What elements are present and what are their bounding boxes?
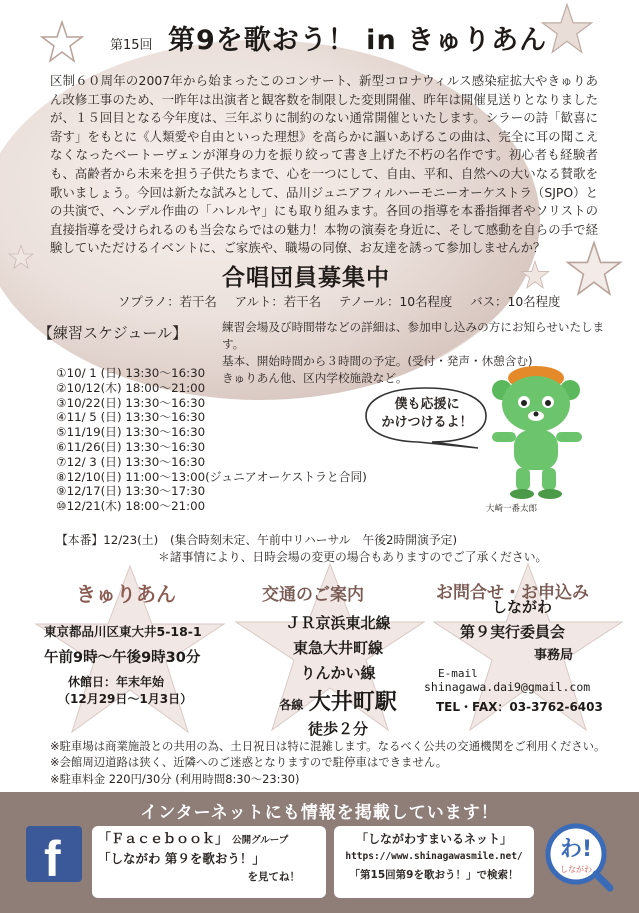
- facebook-info-box: [92, 826, 326, 898]
- footer-title: インターネットにも情報を掲載しています！: [140, 803, 499, 823]
- issue-number: 第15回: [110, 38, 153, 53]
- parking-note: ※会館周辺道路は狭く、近隣へのご迷惑となりますので駐停車はできません。: [50, 755, 448, 770]
- performance-date: 【本番】12/23(土) (集合時刻未定、午前中リハーサル 午後2時開演予定): [56, 533, 458, 547]
- contact-org: 第９実行委員会: [460, 623, 566, 641]
- part-soprano: ソプラノ：若干名: [118, 294, 217, 309]
- schedule-disclaimer: ＊諸事情により、日時会場の変更の場合もありますのでご了承ください。: [158, 550, 548, 564]
- station-prefix: 各線: [279, 698, 304, 712]
- site-url[interactable]: https://www.shinagawasmile.net/: [345, 851, 523, 862]
- shinagawa-smile-logo-icon[interactable]: [542, 820, 614, 892]
- access-line: ＪＲ京浜東北線: [285, 614, 391, 632]
- fb-name: 「Ｆａｃｅｂｏｏｋ」: [98, 832, 229, 847]
- schedule-note: 練習会場及び時間帯などの詳細は、参加申し込みの方にお知らせいたします。: [222, 320, 605, 351]
- voice-parts: [118, 292, 574, 310]
- station-name: 大井町駅: [308, 690, 397, 715]
- bubble-text: [372, 396, 482, 432]
- parking-notes: [50, 738, 605, 787]
- star-decoration-icon: [8, 244, 34, 270]
- venue-info: [44, 622, 234, 707]
- venue-address: 東京都品川区東大井5-18-1: [44, 624, 202, 639]
- access-info: [238, 612, 438, 739]
- access-line: 東急大井町線: [292, 639, 383, 657]
- mascot-image: [476, 360, 604, 500]
- svg-text:わ!: わ!: [559, 837, 593, 862]
- schedule-item: ⑩12/21(木) 18:00～21:00: [56, 499, 206, 514]
- contact-org: 事務局: [534, 648, 574, 663]
- schedule-list: [56, 366, 367, 514]
- schedule-item: ④11/ 5 (日) 13:30～16:30: [56, 410, 206, 425]
- schedule-item: ⑧12/10(日) 11:00～13:00(ジュニアオーケストラと合同): [56, 469, 367, 484]
- site-search: 「第15回第9を歌おう！」で検索！: [349, 869, 519, 881]
- part-bass: バス：10名程度: [470, 294, 561, 309]
- venue-title: きゅりあん: [76, 582, 176, 606]
- access-line: りんかい線: [300, 664, 376, 682]
- bubble-line: 僕も応援に: [394, 397, 460, 412]
- schedule-item: ⑤11/19(日) 13:30～16:30: [56, 425, 206, 440]
- star-decoration-icon: [40, 20, 84, 64]
- schedule-title: 【練習スケジュール】: [38, 324, 188, 342]
- email-label: E-mail: [438, 667, 478, 680]
- access-walk: 徒歩２分: [307, 720, 368, 738]
- part-tenor: テノール：10名程度: [338, 294, 453, 309]
- page-title: 第9を歌おう！ in きゅりあん: [168, 25, 548, 56]
- part-alto: アルト：若干名: [234, 294, 321, 309]
- venue-hours: 午前9時～午後9時30分: [44, 650, 201, 666]
- contact-org: しながわ: [492, 598, 553, 616]
- site-info-box: [334, 826, 534, 898]
- contact-info: [424, 596, 624, 715]
- parking-note: ※駐車料金 220円/30分 (利用時間8:30～23:30): [50, 771, 300, 786]
- schedule-item: ②10/12(木) 18:00～21:00: [56, 380, 206, 395]
- bubble-line: かけつけるよ！: [381, 415, 473, 430]
- parking-note: ※駐車場は商業施設との共用の為、土日祝日は特に混雑します。なるべく公共の交通機関をご利用ください。: [50, 739, 606, 753]
- contact-title: お問合せ・お申込み: [436, 583, 589, 603]
- fb-group-label: 公開グループ: [232, 835, 289, 846]
- access-title: 交通のご案内: [262, 585, 364, 605]
- schedule-note: きゅりあん他、区内学校施設など。: [222, 371, 408, 385]
- star-decoration-icon: [540, 2, 594, 56]
- tel-fax: TEL・FAX：03-3762-6403: [436, 700, 603, 714]
- star-decoration-icon: [520, 260, 550, 290]
- venue-closed-dates: （12月29日～1月3日）: [58, 692, 193, 706]
- access-station-row: [238, 685, 438, 716]
- schedule-item: ⑦12/ 3 (日) 13:30～16:30: [56, 454, 206, 469]
- fb-see: を見てね！: [247, 871, 300, 883]
- fb-group-name[interactable]: 「しながわ 第９を歌おう！」: [98, 851, 265, 866]
- fb-line1-row: [98, 830, 320, 850]
- schedule-item: ⑨12/17(日) 13:30～17:30: [56, 484, 206, 499]
- venue-closed: 休館日：年末年始: [68, 675, 165, 689]
- mascot-caption: 大崎一番太郎: [486, 504, 538, 514]
- schedule-item: ⑥11/26(日) 13:30～16:30: [56, 439, 206, 454]
- schedule-item: ③10/22(日) 13:30～16:30: [56, 395, 206, 410]
- site-name: 「しながわすまいるネット」: [355, 832, 512, 846]
- intro-paragraph: 区制６０周年の2007年から始まったこのコンサート、新型コロナウィルス感染症拡大やきゅりあん改修工事のため、一昨年は出演者と観客数を制限した変則開催、昨年は開催見送りとなりましたが、１５回目となる今年度は、三年ぶりに制約のない通常開催といたします。シラーの詩「歓喜に寄す」をもとに《人類愛や自由といった理想》を高らかに謳いあげるこの曲は、完全に耳の聞こえなくなったベートーヴェンが渾身の力を振り絞って書き上げた不朽の名作です。初心者も経験者も、高齢者から未来を担う子供たちまで、心を一つにして、自由、平和、自然への大いなる賛歌を歌いましょう。今回は新たな試みとして、品川ジュニアフィルハーモニーオーケストラ（SJPO）との共演で、ヘンデル作曲の「ハレルヤ」にも取り組みます。各回の指導を本番指揮者やソリストの直接指導を受けられるのも当会ならではの魅力！本物の演奏を身近に、そして感動を自らの手で経験していただけるイベントに、ご家族や、職場の同僚、お友達を誘って参加しませんか？: [50, 73, 598, 256]
- facebook-icon[interactable]: f: [26, 826, 82, 882]
- site-logo-text: しながわ: [560, 865, 592, 874]
- schedule-item: ①10/ 1 (日) 13:30～16:30: [56, 366, 206, 380]
- schedule-note: 基本、開始時間から３時間の予定。(受付・発声・休憩含む): [222, 354, 533, 368]
- email-address[interactable]: shinagawa.dai9@gmail.com: [424, 680, 591, 694]
- recruit-title: 合唱団員募集中: [222, 265, 390, 291]
